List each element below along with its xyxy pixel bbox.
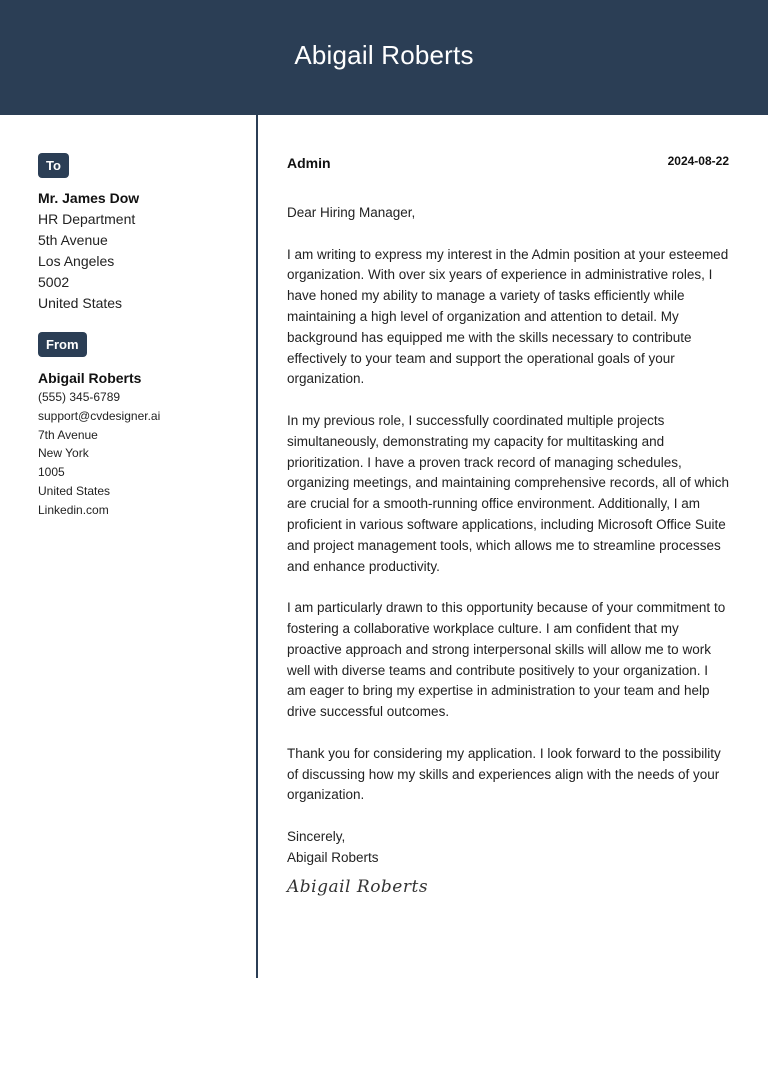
sender-name: Abigail Roberts [38,370,142,386]
position-title: Admin [287,155,331,171]
paragraph-4: Thank you for considering my application. I look forward to the possibility of discussing how my skills and experiences align with the needs of your organization. [287,745,721,803]
sender-country: United States [38,483,111,498]
recipient-street: 5th Avenue [38,232,108,248]
paragraph-1: I am writing to express my interest in the Admin position at your esteemed organization. With over six years of experience in administrative roles, I have honed my ability to manage a variety of tasks efficiently while maintaining a high level of organization and attention to detail. My background has equipped me with the skills necessary to contribute effectively to your team and support the operational goals of your organization. [287,246,729,387]
recipient-city: Los Angeles [38,253,115,269]
applicant-name-heading: Abigail Roberts [294,40,474,70]
sender-street: 7th Avenue [38,427,98,442]
sender-linkedin-link[interactable]: Linkedin.com [38,502,109,517]
letter-date: 2024-08-22 [667,154,729,168]
sender-city: New York [38,446,89,461]
to-badge: To [38,153,69,178]
paragraph-2: In my previous role, I successfully coordinated multiple projects simultaneously, demonstrating my capacity for multitasking and prioritization. I have a proven track record of managing schedules, organizing meetings, and maintaining comprehensive records, all of which are crucial for a smooth-running office environment. Additionally, I am proficient in various software applications, including Microsoft Office Suite and project management tools, which allows me to streamline processes and enhance productivity. [287,412,729,574]
paragraph-3: I am particularly drawn to this opportunity because of your commitment to fostering a collaborative workplace culture. I am confident that my proactive approach and strong interpersonal skills will allow me to work well with diverse teams and contribute positively to your organization. I am eager to bring my expertise in administration to your team and help drive successful outcomes. [287,600,726,720]
recipient-block [38,188,238,314]
recipient-name: Mr. James Dow [38,190,140,206]
salutation: Dear Hiring Manager, [287,205,416,220]
sender-block [38,368,238,520]
closing-name: Abigail Roberts [287,849,379,865]
letter-body [287,152,729,897]
sidebar [38,153,238,520]
letter-topline [287,152,729,176]
handwritten-signature: Abigail Roberts [287,876,429,897]
recipient-department: HR Department [38,211,136,227]
sender-phone: (555) 345-6789 [38,390,121,404]
page-header [0,0,768,115]
closing-block [287,827,729,869]
column-divider [256,115,258,978]
closing-phrase: Sincerely, [287,828,346,844]
recipient-country: United States [38,295,123,311]
sender-email[interactable]: support@cvdesigner.ai [38,408,161,423]
recipient-zip: 5002 [38,274,70,290]
from-badge: From [38,332,87,357]
sender-zip: 1005 [38,465,65,480]
